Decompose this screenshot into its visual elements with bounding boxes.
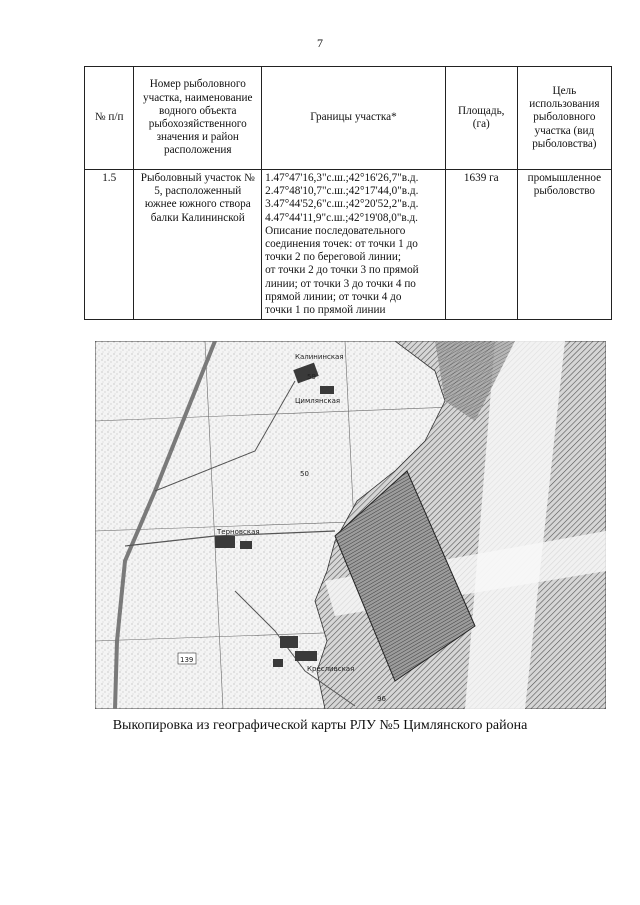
label-59: 59 xyxy=(307,373,316,381)
map-caption: Выкопировка из географической карты РЛУ №5 Цимлянского района xyxy=(112,718,528,733)
bounds-line: точки 1 по прямой линии xyxy=(265,304,386,317)
fishing-area-table xyxy=(84,66,612,320)
label-kalininskaya: Калининская xyxy=(295,353,344,361)
label-kreslavskaya: Кресливская xyxy=(307,665,355,673)
bounds-line: 1.47°47'16,3"с.ш.;42°16'26,7"в.д. xyxy=(265,172,419,184)
table-header-row xyxy=(85,67,612,170)
table-row xyxy=(85,170,612,320)
header-number: № п/п xyxy=(85,67,134,170)
topographic-map xyxy=(95,341,606,709)
header-bounds: Границы участка* xyxy=(262,67,446,170)
bounds-line: соединения точек: от точки 1 до xyxy=(265,238,418,251)
cell-purpose: промышленное рыболовство xyxy=(517,170,611,320)
label-50: 50 xyxy=(300,470,309,478)
label-tsimlyanskaya: Цимлянская xyxy=(295,397,341,405)
bounds-line: Описание последовательного xyxy=(265,224,406,237)
page-number: 7 xyxy=(317,36,323,50)
label-139: 139 xyxy=(180,656,194,664)
bounds-line: точки 2 по береговой линии; xyxy=(265,251,401,264)
bounds-line: 4.47°44'11,9"с.ш.;42°19'08,0"в.д. xyxy=(265,211,418,224)
bounds-line: прямой линии; от точки 4 до xyxy=(265,290,402,303)
cell-number: 1.5 xyxy=(85,170,134,320)
header-purpose: Цель использования рыболовного участка (вид рыболовства) xyxy=(517,67,611,170)
header-area: Площадь, (га) xyxy=(445,67,517,170)
bounds-line: от точки 2 до точки 3 по прямой xyxy=(265,264,419,277)
header-name: Номер рыболовного участка, наименование водного объекта рыбохозяйственного значения и район расположения xyxy=(134,67,262,170)
cell-area: 1639 га xyxy=(445,170,517,320)
bounds-line: линии; от точки 3 до точки 4 по xyxy=(265,277,416,290)
label-96: 96 xyxy=(377,695,386,703)
label-ternovskaya: Терновская xyxy=(217,528,260,536)
bounds-line: 3.47°44'52,6"с.ш.;42°20'52,2"в.д. xyxy=(265,198,419,211)
cell-name: Рыболовный участок № 5, расположенный южнее южного створа балки Калининской xyxy=(134,170,262,320)
bounds-line: 2.47°48'10,7"с.ш.;42°17'44,0"в.д. xyxy=(265,185,419,198)
cell-bounds xyxy=(262,170,446,320)
